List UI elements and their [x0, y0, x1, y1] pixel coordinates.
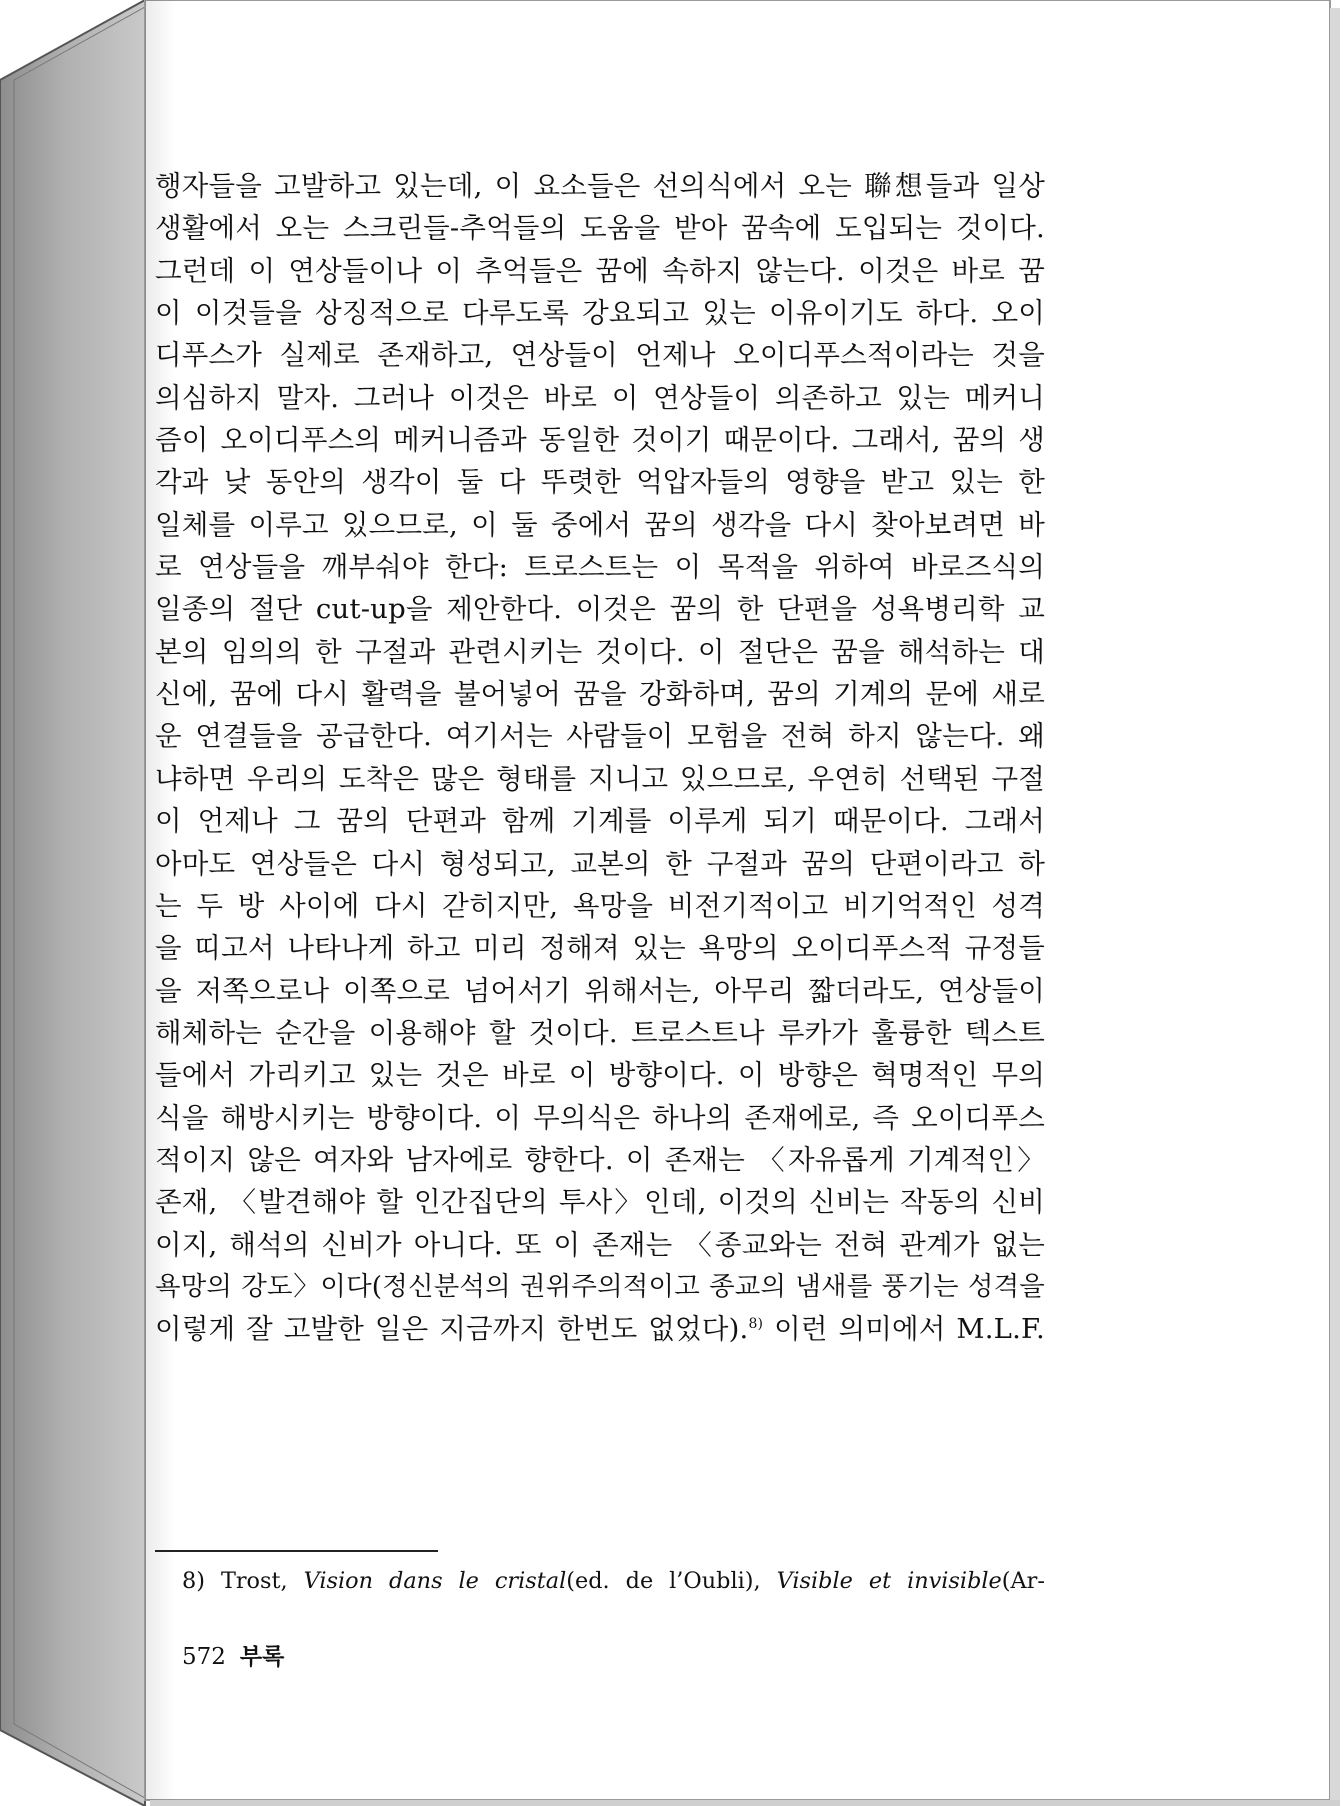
- text-line: 일종의 절단 cut-up을 제안한다. 이것은 꿈의 한 단편을 성욕병리학 교: [155, 593, 1045, 626]
- text-line: 일체를 이루고 있으므로, 이 둘 중에서 꿈의 생각을 다시 찾아보려면 바: [155, 508, 1045, 541]
- text-line: 디푸스가 실제로 존재하고, 연상들이 언제나 오이디푸스적이라는 것을: [155, 339, 1045, 372]
- footnote: [182, 1561, 1045, 1601]
- footnote-divider: [155, 1550, 438, 1552]
- footnote-author: Trost,: [220, 1568, 288, 1594]
- text-line: 의심하지 말자. 그러나 이것은 바로 이 연상들이 의존하고 있는 메커니: [155, 381, 1045, 414]
- text-line: 해체하는 순간을 이용해야 할 것이다. 트로스트나 루카가 훌륭한 텍스트: [155, 1016, 1045, 1049]
- text-line: 생활에서 오는 스크린들-추억들의 도움을 받아 꿈속에 도입되는 것이다.: [155, 212, 1045, 245]
- section-name: 부록: [239, 1643, 285, 1670]
- text-line: 들에서 가리키고 있는 것은 바로 이 방향이다. 이 방향은 혁명적인 무의: [155, 1059, 1045, 1092]
- body-text: [155, 165, 1045, 1351]
- footnote-title-1: Vision dans le cristal: [303, 1568, 567, 1594]
- text-line: 행자들을 고발하고 있는데, 이 요소들은 선의식에서 오는 聯想들과 일상: [155, 170, 1045, 202]
- footnote-marker: 8): [748, 1316, 764, 1333]
- text-line: 본의 임의의 한 구절과 관련시키는 것이다. 이 절단은 꿈을 해석하는 대: [155, 635, 1045, 668]
- text-line: 을 띠고서 나타나게 하고 미리 정해져 있는 욕망의 오이디푸스적 규정들: [155, 932, 1045, 965]
- text-line: 각과 낮 동안의 생각이 둘 다 뚜렷한 억압자들의 영향을 받고 있는 한: [155, 466, 1045, 499]
- text-line: 적이지 않은 여자와 남자에로 향한다. 이 존재는 〈자유롭게 기계적인〉: [155, 1143, 1045, 1176]
- page-folio: [182, 1637, 284, 1677]
- footnote-edition: (ed. de l’Oubli),: [566, 1568, 761, 1594]
- text-line-fragment: 이렇게 잘 고발한 일은 지금까지 한번도 없었다).: [155, 1313, 749, 1346]
- text-line: 로 연상들을 깨부숴야 한다: 트로스트는 이 목적을 위하여 바로즈식의: [155, 551, 1045, 584]
- footnote-number: 8): [182, 1568, 205, 1594]
- text-line-last: [155, 1308, 1045, 1350]
- text-line: 존재, 〈발견해야 할 인간집단의 투사〉인데, 이것의 신비는 작동의 신비: [155, 1186, 1045, 1219]
- text-line: 신에, 꿈에 다시 활력을 불어넣어 꿈을 강화하며, 꿈의 기계의 문에 새로: [155, 678, 1045, 711]
- footnote-title-2: Visible et invisible: [776, 1568, 1002, 1594]
- text-line: 즘이 오이디푸스의 메커니즘과 동일한 것이기 때문이다. 그래서, 꿈의 생: [155, 424, 1045, 457]
- text-line: 아마도 연상들은 다시 형성되고, 교본의 한 구절과 꿈의 단편이라고 하: [155, 847, 1045, 880]
- text-line-fragment: 이런 의미에서 M.L.F.: [763, 1313, 1045, 1346]
- text-line: 이 언제나 그 꿈의 단편과 함께 기계를 이루게 되기 때문이다. 그래서: [155, 805, 1045, 838]
- footnote-tail: (Ar-: [1001, 1568, 1045, 1594]
- text-line: 이지, 해석의 신비가 아니다. 또 이 존재는 〈종교와는 전혀 관계가 없는: [155, 1228, 1045, 1261]
- text-line: 식을 해방시키는 방향이다. 이 무의식은 하나의 존재에로, 즉 오이디푸스: [155, 1101, 1045, 1134]
- text-line: 그런데 이 연상들이나 이 추억들은 꿈에 속하지 않는다. 이것은 바로 꿈: [155, 254, 1045, 287]
- text-line: 이 이것들을 상징적으로 다루도록 강요되고 있는 이유이기도 하다. 오이: [155, 297, 1045, 330]
- text-line: 욕망의 강도〉이다(정신분석의 권위주의적이고 종교의 냄새를 풍기는 성격을: [155, 1270, 1045, 1302]
- text-line: 운 연결들을 공급한다. 여기서는 사람들이 모험을 전혀 하지 않는다. 왜: [155, 720, 1045, 753]
- page-number: 572: [182, 1644, 226, 1670]
- text-line: 을 저쪽으로나 이쪽으로 넘어서기 위해서는, 아무리 짧더라도, 연상들이: [155, 974, 1045, 1007]
- text-line: 냐하면 우리의 도착은 많은 형태를 지니고 있으므로, 우연히 선택된 구절: [155, 762, 1045, 795]
- text-line: 는 두 방 사이에 다시 갇히지만, 욕망을 비전기적이고 비기억적인 성격: [155, 889, 1045, 922]
